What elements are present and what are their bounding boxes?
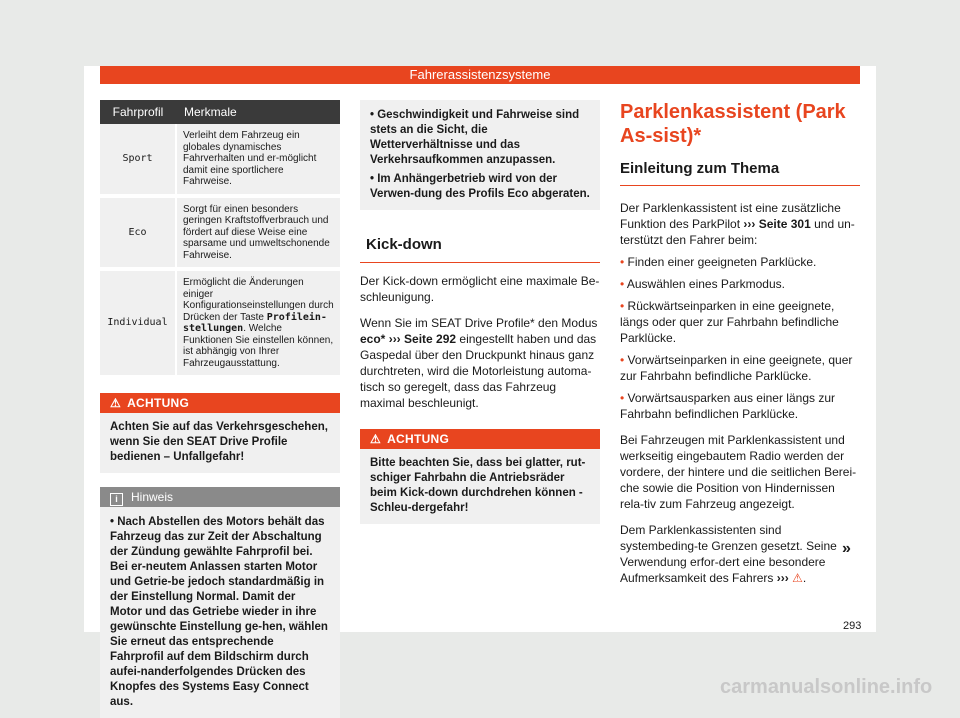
list-item-text: Finden einer geeigneten Parklücke.	[627, 255, 817, 269]
section-title-kickdown: Kick-down	[360, 236, 600, 263]
hint-text: • Nach Abstellen des Motors behält das Fahrzeug das zur Zeit der Abschaltung der Zündung gewählte Fahrprofil bei. Bei er-neutem Anlassen starten Motor und Getrie-be jedoch standardmäßig in der Einstellung Normal. Damit der Motor und das Getriebe wieder in ihre gewünschte Einstellung ge-hen, wählen Sie erneut das entsprechende Fahrprofil auf dem Bildschirm durch aufei-nanderfolgendes Drücken des Knopfes des Systems Easy Connect aus.	[110, 516, 328, 708]
paragraph-text: .	[802, 571, 807, 585]
list-item	[620, 390, 860, 422]
list-item	[620, 276, 860, 292]
warning-triangle-icon: ⚠	[370, 432, 382, 446]
profile-name: Individual	[100, 269, 176, 377]
table-header-features: Merkmale	[176, 100, 340, 124]
column-middle	[360, 100, 600, 524]
paragraph-text: eingestellt haben und das Gaspedal über den Druckpunkt hinaus ganz durchtreten, wird die Motorleistung automa-tisch so geregelt, dass das Fahrzeug maximal beschleunigt.	[360, 332, 597, 410]
profile-name: Sport	[100, 124, 176, 196]
warning-text: Bitte beachten Sie, dass bei glatter, rut-schiger Fahrbahn die Antriebsräder beim Kick-down durchdrehen können - Schleu-dergefahr!	[370, 457, 586, 514]
hint-box	[100, 487, 340, 718]
warning-triangle-icon: ⚠	[110, 396, 122, 410]
watermark: carmanualsonline.info	[720, 676, 933, 698]
hint-header	[100, 487, 340, 507]
warning-header	[100, 393, 340, 413]
bullet-icon: •	[620, 353, 628, 367]
profile-name: Eco	[100, 196, 176, 270]
description-text: Ermöglicht die Änderungen einiger Konfigurationseinstellungen durch Drücken der Taste	[183, 277, 334, 323]
bullet-icon: •	[620, 391, 628, 405]
mode-label: eco*	[360, 332, 386, 346]
list-item-text: Vorwärtsausparken aus einer längs zur Fahrbahn befindlichen Parklücke.	[620, 391, 835, 421]
bullet-icon: •	[620, 277, 627, 291]
list-item	[620, 298, 860, 346]
description-text: . Welche Funktionen Sie einstellen können, ist abhängig von Ihrer Fahrzeugausstattung.	[183, 323, 334, 369]
info-icon: i	[110, 493, 123, 506]
warning-triangle-icon: ⚠	[792, 571, 803, 585]
table-header-row	[100, 100, 340, 124]
warning-header	[360, 429, 600, 449]
list-item-text: Auswählen eines Parkmodus.	[626, 277, 785, 291]
warning-title: ACHTUNG	[127, 396, 190, 410]
table-row	[100, 269, 340, 377]
continue-arrow-icon: »	[842, 540, 851, 557]
section-title-intro: Einleitung zum Thema	[620, 160, 860, 186]
bullet-icon: •	[620, 255, 628, 269]
paragraph	[620, 522, 860, 586]
paragraph-text: und un-terstützt den Fahrer beim:	[620, 217, 855, 247]
warning-text: Achten Sie auf das Verkehrsgeschehen, wenn Sie den SEAT Drive Profile bedienen – Unfallgefahr!	[110, 421, 328, 463]
page-title: Parklenkassistent (Park As-sist)*	[620, 101, 846, 147]
page-reference-link[interactable]: ›››	[776, 571, 789, 585]
column-right	[620, 100, 860, 586]
table-header-profile: Fahrprofil	[100, 100, 176, 124]
paragraph	[620, 200, 860, 248]
list-item	[620, 254, 860, 270]
notes-box	[360, 100, 600, 210]
key-label: Profilein-stellungen	[183, 311, 327, 334]
paragraph	[360, 315, 600, 411]
warning-box	[100, 393, 340, 473]
profile-description: Sorgt für einen besonders geringen Kraftstoffverbrauch und fördert auf diese Weise eine sparsame und umweltschonende Fahrweise.	[176, 196, 340, 270]
page-number: 293	[843, 620, 862, 632]
column-left	[100, 100, 340, 718]
profile-table	[100, 100, 340, 379]
paragraph-text: Der Parklenkassistent ist eine zusätzliche Funktion des ParkPilot	[620, 201, 841, 231]
bullet-icon: •	[620, 299, 628, 313]
list-item-text: Vorwärtseinparken in eine geeignete, quer zur Fahrbahn befindliche Parklücke.	[620, 353, 853, 383]
table-row	[100, 196, 340, 270]
list-item: • Geschwindigkeit und Fahrweise sind stets an die Sicht, die Wetterverhältnisse und das Verkehrsaufkommen anzupassen.	[370, 109, 580, 166]
list-item: • Im Anhängerbetrieb wird von der Verwen-dung des Profils Eco abgeraten.	[370, 173, 590, 200]
profile-description	[176, 269, 340, 377]
page-reference-link[interactable]: ››› Seite 301	[743, 217, 811, 231]
paragraph-text: Dem Parklenkassistenten sind systembeding-te Grenzen gesetzt. Seine Verwendung erfor-dert eine besondere Aufmerksamkeit des Fahrers	[620, 523, 837, 585]
warning-box	[360, 429, 600, 524]
paragraph-text: Wenn Sie im SEAT Drive Profile* den Modus	[360, 316, 598, 330]
warning-title: ACHTUNG	[387, 432, 450, 446]
list-item-text: Rückwärtseinparken in eine geeignete, längs oder quer zur Fahrbahn befindliche Parklücke.	[620, 299, 839, 345]
paragraph: Bei Fahrzeugen mit Parklenkassistent und werkseitig eingebautem Radio werden der vordere, der hintere und die seitlichen Berei-che sowie die Position von Hindernissen rela-tiv zum Fahrzeug angezeigt.	[620, 433, 857, 511]
hint-title: Hinweis	[131, 490, 174, 504]
table-row	[100, 124, 340, 196]
profile-description: Verleiht dem Fahrzeug ein globales dynamisches Fahrverhalten und er-möglicht damit eine sportlichere Fahrweise.	[176, 124, 340, 196]
page-reference-link[interactable]: ››› Seite 292	[385, 332, 457, 346]
chapter-header: Fahrerassistenzsysteme	[100, 66, 860, 84]
list-item	[620, 352, 860, 384]
paragraph: Der Kick-down ermöglicht eine maximale Be-schleunigung.	[360, 274, 600, 304]
